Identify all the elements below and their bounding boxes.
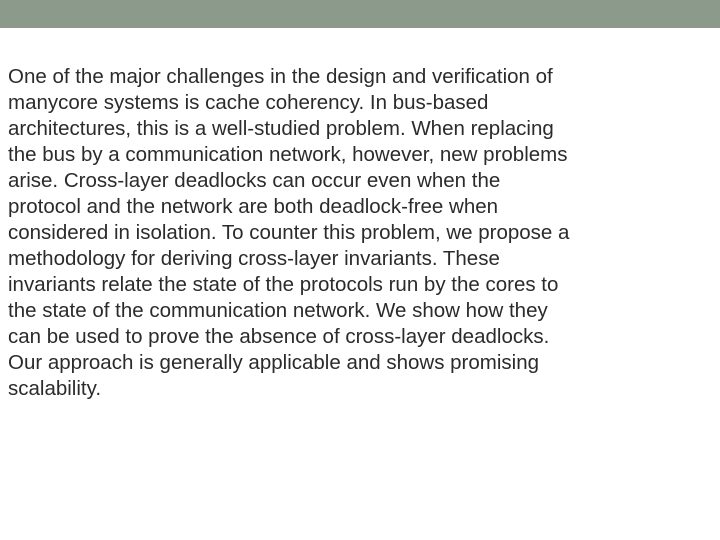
text-line: manycore systems is cache coherency. In bus-based xyxy=(8,91,489,114)
text-line: methodology for deriving cross-layer invariants. These xyxy=(8,247,500,270)
text-line: architectures, this is a well-studied problem. When replacing xyxy=(8,117,554,140)
text-line: considered in isolation. To counter this problem, we propose a xyxy=(8,221,570,244)
text-line: the state of the communication network. We show how they xyxy=(8,299,548,322)
text-line: protocol and the network are both deadlock-free when xyxy=(8,195,499,218)
abstract-paragraph xyxy=(8,64,708,402)
text-line: arise. Cross-layer deadlocks can occur even when the xyxy=(8,169,501,192)
text-line: invariants relate the state of the protocols run by the cores to xyxy=(8,273,559,296)
text-line: Our approach is generally applicable and shows promising xyxy=(8,351,540,374)
text-line: can be used to prove the absence of cross-layer deadlocks. xyxy=(8,325,550,348)
top-color-band xyxy=(0,0,720,28)
text-line: One of the major challenges in the design and verification of xyxy=(8,65,553,88)
text-line: the bus by a communication network, however, new problems xyxy=(8,143,568,166)
text-line: scalability. xyxy=(8,377,102,400)
